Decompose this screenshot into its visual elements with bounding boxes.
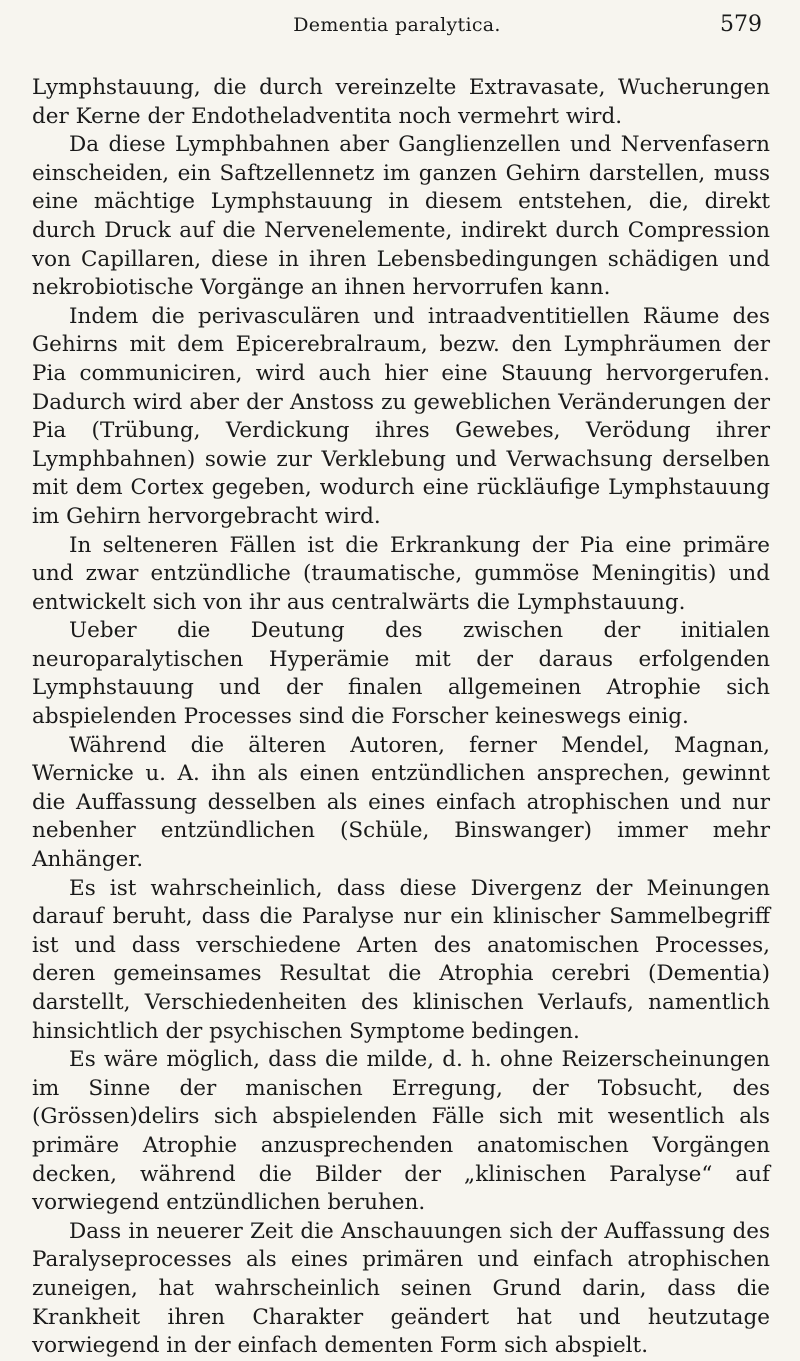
page-number: 579: [720, 12, 762, 37]
paragraph: In selteneren Fällen ist die Erkrankung der Pia eine primäre und zwar entzündliche (traumatische, gummöse Meningitis) und entwickelt sich von ihr aus centralwärts die Lymphstauung.: [32, 532, 770, 615]
paragraph: Es ist wahrscheinlich, dass diese Divergenz der Meinungen darauf beruht, dass die Paralyse nur ein klinischer Sammelbegriff ist und dass verschiedene Arten des anatomischen Processes, deren gemeinsames Resultat die Atrophia cerebri (Dementia) darstellt, Verschiedenheiten des klinischen Verlaufs, namentlich hinsichtlich der psychischen Symptome bedingen.: [32, 875, 770, 1044]
paragraph: Dass in neuerer Zeit die Anschauungen sich der Auffassung des Paralyseprocesses als eines primären und einfach atrophischen zuneigen, hat wahrscheinlich seinen Grund darin, dass die Krankheit ihren Charakter geändert hat und heutzutage vorwiegend in der einfach dementen Form sich abspielt.: [32, 1218, 770, 1359]
paragraph: Es wäre möglich, dass die milde, d. h. ohne Reizerscheinungen im Sinne der manischen Erregung, der Tobsucht, des (Grössen)delirs sich abspielenden Fälle sich mit wesentlich als primäre Atrophie anzusprechenden anatomischen Vorgängen decken, während die Bilder der „klinischen Paralyse“ auf vorwiegend entzündlichen beruhen.: [32, 1047, 770, 1216]
body-text: [32, 74, 770, 1361]
running-title: Dementia paralytica.: [293, 14, 501, 36]
paragraph: Ueber die Deutung des zwischen der initialen neuroparalytischen Hyperämie mit der daraus erfolgenden Lymphstauung und der finalen allgemeinen Atrophie sich abspielenden Processes sind die Forscher keineswegs einig.: [32, 618, 770, 730]
paragraph: Da diese Lymphbahnen aber Ganglienzellen und Nervenfasern einscheiden, ein Saftzellennetz im ganzen Gehirn darstellen, muss eine mächtige Lymphstauung in diesem entstehen, die, direkt durch Druck auf die Nervenelemente, indirekt durch Compression von Capillaren, diese in ihren Lebensbedingungen schädigen und nekrobiotische Vorgänge an ihnen hervorrufen kann.: [32, 132, 770, 301]
page-header: [32, 14, 762, 48]
paragraph: Indem die perivasculären und intraadventitiellen Räume des Gehirns mit dem Epicerebralraum, bezw. den Lymphräumen der Pia communiciren, wird auch hier eine Stauung hervorgerufen. Dadurch wird aber der Anstoss zu geweblichen Veränderungen der Pia (Trübung, Verdickung ihres Gewebes, Verödung ihrer Lymphbahnen) sowie zur Verklebung und Verwachsung derselben mit dem Cortex gegeben, wodurch eine rückläufige Lymphstauung im Gehirn hervorgebracht wird.: [32, 303, 770, 529]
paragraph: Lymphstauung, die durch vereinzelte Extravasate, Wucherungen der Kerne der Endotheladventita noch vermehrt wird.: [32, 75, 770, 129]
paragraph: Während die älteren Autoren, ferner Mendel, Magnan, Wernicke u. A. ihn als einen entzündlichen ansprechen, gewinnt die Auffassung desselben als eines einfach atrophischen und nur nebenher entzündlichen (Schüle, Binswanger) immer mehr Anhänger.: [32, 732, 770, 873]
